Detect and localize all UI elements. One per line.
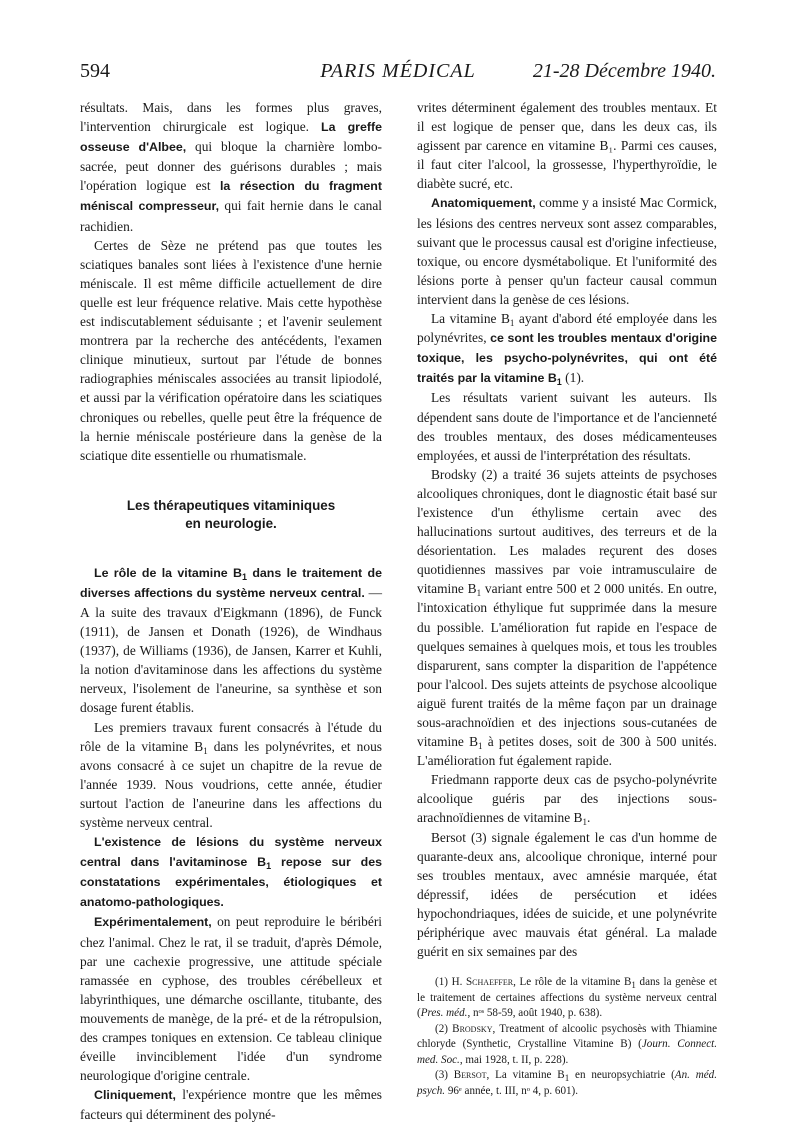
running-head (80, 60, 716, 90)
paragraph: Brodsky (2) a traité 36 sujets atteints de psychoses alcooliques chroniques, dont le diagnostic était basé sur l'existence d'un éthylisme certain avec des hallucinations surtout auditives, des terreurs et de la désorientation. Les malades reçurent des doses quotidiennes massives par voie intramusculaire de vitamine $B_1$ variant entre 500 et 2 000 unités. En outre, l'intoxication éthylique fut supprimée dans la mesure du possible. L'amélioration fut rapide en l'espace de quelques semaines à quelques mois, et tous les troubles disparurent, sans compter la disparition de l'appétence pour l'alcool. Des sujets atteints de psychose alcoolique aiguë furent traités de la même façon par un drainage sous-arachnoïdien et des injections sous-cutanées de vitamine $B_1$ à petites doses, soit de 300 à 500 unités. L'amélioration fut également rapide. (417, 466, 717, 769)
section-title: Les thérapeutiques vitaminiques en neurologie. (126, 497, 336, 531)
paragraph: résultats. Mais, dans les formes plus graves, l'intervention chirurgicale est logique. La greffe osseuse d'Albee, qui bloque la charnière lombo-sacrée, peut donner des guérisons durables ; mais l'opération logique est la résection du fragment méniscal compresseur, qui fait hernie dans le canal rachidien. (80, 100, 383, 234)
issue-date: 21-28 Décembre 1940. (532, 60, 716, 82)
paragraph: Certes de Sèze ne prétend pas que toutes les sciatiques banales sont liées à l'existence d'une hernie méniscale. Il est même difficile actuellement de dire quelle est leur fréquence relative. Mais cette hypothèse est indiscutablement séduisante ; et l'avenir seulement montrera par la recherche des antécédents, l'examen clinique minutieux, surtout par l'étude de bonnes radiographies méniscales associées au transit lipiodolé, et aussi par la vérification opératoire dans les sciatiques chroniques ou rebelles, quelle peut être la fréquence de la hernie méniscale postérieure dans la genèse de la sciatique dite essentielle ou rhumatismale. (80, 237, 382, 463)
paragraph: Les premiers travaux furent consacrés à l'étude du rôle de la vitamine $B_1$ dans les polynévrites, et nous avons consacré à ce sujet un chapitre de la revue de l'année 1939. Nous voudrions, cette année, étudier surtout l'action de l'aneurine dans les affections du système nerveux central. (80, 719, 382, 830)
paragraph: Cliniquement, l'expérience montre que les mêmes facteurs qui déterminent des polyné- (80, 1087, 382, 1123)
journal-title: PARIS MÉDICAL (320, 60, 476, 82)
left-column (80, 98, 382, 1125)
paragraph: Les résultats varient suivant les auteurs. Ils dépendent sans doute de l'importance et de l'ancienneté des troubles mentaux, des doses médicamenteuses employées, et aussi de l'interprétation des résultats. (417, 390, 717, 463)
paragraph: Le rôle de la vitamine $B_1$ dans le traitement de diverses affections du système nerveux central. — A la suite des travaux d'Eigkmann (1896), de Funck (1911), de Jansen et Donath (1926), de Windhaus (1937), de Williams (1936), de Jansen, Karrer et Kuhli, la notion d'avitaminose dans les affections du système nerveux, l'isolement de l'aneurine, sa synthèse et son dosage furent établis. (80, 565, 383, 716)
paragraph: La vitamine $B_1$ ayant d'abord été employée dans les polynévrites, ce sont les troubles mentaux d'origine toxique, les psycho-polynévrites, qui ont été traités par la vitamine $B_1$ (1). (417, 311, 718, 388)
subheading-paragraph: L'existence de lésions du système nerveux central dans l'avitaminose $B_1$ repose sur des constatations expérimentales, étiologiques et anatomo-pathologiques. (80, 835, 383, 910)
footnote-1: (1) H. Schaeffer, Le rôle de la vitamine $B_1$ dans la genèse et le traitement de certaines affections du système nerveux central (Pres. méd., nᵒˢ 58-59, août 1940, p. 638). (417, 976, 717, 1020)
paragraph: Expérimentalement, on peut reproduire le béribéri chez l'animal. Chez le rat, il se traduit, d'après Démole, par une cachexie progressive, une attitude spéciale ramassée en cyphose, des troubles cérébelleux et labyrinthiques, une démarche oscillante, titubante, des mouvements de manège, de la pré- et de la rétropulsion, des crampes toniques en extension. Ce tableau clinique éveille invinciblement l'idée d'un syndrome neurologique d'origine centrale. (80, 914, 382, 1084)
paragraph: Anatomiquement, comme y a insisté Mac Cormick, les lésions des centres nerveux sont assez comparables, suivant que le processus causal est d'origine infectieuse, toxique, ou encore dysmétabolique. Et l'uniformité des lésions porte à penser qu'un facteur causal commun intervient dans la genèse de ces lésions. (417, 195, 717, 307)
footnotes (417, 971, 717, 1099)
footnote-3: (3) Bersot, La vitamine $B_1$ en neuropsychiatrie (An. méd. psych. 96ᵉ année, t. III, nᵒ 4, p. 601). (417, 1069, 717, 1097)
right-column (417, 98, 717, 1099)
page-number: 594 (80, 60, 110, 82)
footnote-2: (2) Brodsky, Treatment of alcoolic psychosès with Thiamine chloryde (Synthetic, Crystalline Vitamine B) (Journ. Connect. med. Soc., mai 1928, t. II, p. 228). (417, 1022, 717, 1066)
paragraph: vrites déterminent également des troubles mentaux. Et il est logique de penser que, dans les deux cas, ils agissent par carence en vitamine B₁. Parmi ces causes, il faut citer l'alcool, la grossesse, l'hyperthyroïdie, le diabète sucré, etc. (417, 100, 717, 192)
paragraph: Friedmann rapporte deux cas de psycho-polynévrite alcoolique guéris par des injections sous-arachnoïdiennes de vitamine $B_1$. (417, 772, 717, 828)
paragraph: Bersot (3) signale également le cas d'un homme de quarante-deux ans, alcoolique chronique, interné pour ses troubles mentaux, avec amnésie marquée, état dépressif, idées de persécution et idées hypochondriaques, idées de suicide, et une polynévrite périphérique avec mauvais état général. La malade guérit en six semaines par des (417, 829, 717, 960)
